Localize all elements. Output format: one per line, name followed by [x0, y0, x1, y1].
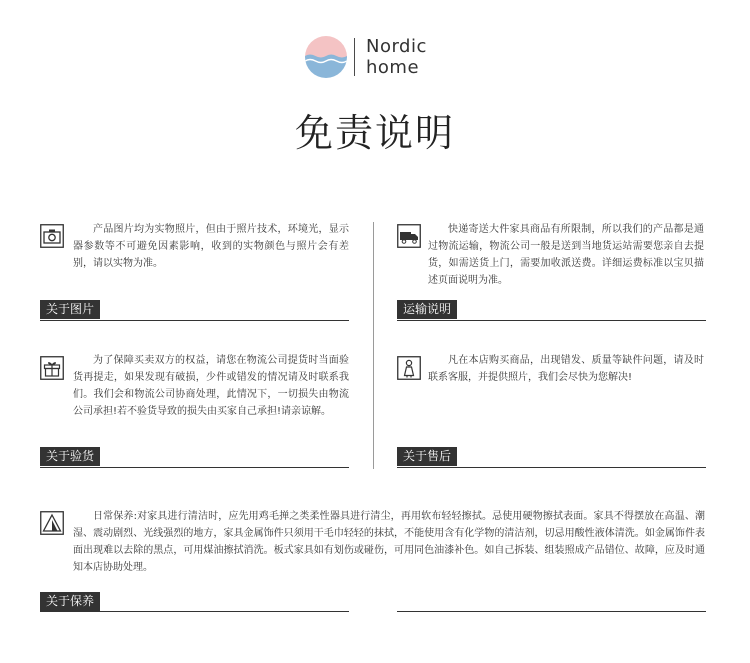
gift-box-icon: [40, 356, 64, 380]
aftersales-text: 凡在本店购买商品，出现错发、质量等缺件问题，请及时联系客服，并提供照片，我们会尽快为您解决!: [428, 355, 704, 383]
aftersales-underline: [397, 467, 706, 468]
column-divider: [373, 222, 374, 469]
inspection-text: 为了保障买卖双方的权益，请您在物流公司提货时当面验货再提走，如果发现有破损，少件或错发的情况请及时联系我们。我们会和物流公司协商处理，此情况下，一切损失由物流公司承担!若不验货导致的损失由买家自己承担!请亲谅解。: [73, 355, 349, 417]
shipping-underline: [397, 320, 706, 321]
brand-name: Nordic: [366, 36, 427, 57]
truck-icon: [397, 224, 421, 248]
logo-divider: [354, 38, 355, 76]
inspection-underline: [40, 467, 349, 468]
maintenance-text: 日常保养:对家具进行清洁时，应先用鸡毛掸之类柔性器具进行清尘，再用软布轻轻擦拭。忌使用硬物擦拭表面。家具不得摆放在高温、潮湿、震动剧烈、光线强烈的地方，家具金属饰件只须用干毛巾轻轻的抹拭，不能使用含有化学物的清洁剂，切忌用酸性液体清洗。如金属饰件表面出现难以去除的黑点，可用煤油擦拭消洗。板式家具如有划伤或碰伤，可用同色油漆补色。如自己拆装、组装照成产品错位、故障，应及时通知本店协助处理。: [73, 511, 705, 573]
brand-subname: home: [366, 57, 420, 78]
camera-icon: [40, 224, 64, 248]
warning-triangle-icon: [40, 511, 64, 535]
aftersales-label: 关于售后: [397, 447, 457, 466]
shipping-label: 运输说明: [397, 300, 457, 319]
page-title: 免责说明: [294, 111, 455, 155]
service-person-icon: [397, 356, 421, 380]
maintenance-label: 关于保养: [40, 592, 100, 611]
maintenance-underline: [40, 611, 349, 612]
shipping-text: 快递寄送大件家具商品有所限制，所以我们的产品都是通过物流运输，物流公司一般是送到当地货运站需要您亲自去提货，如需送货上门，需要加收派送费。详细运费标准以宝贝描述页面说明为准。: [428, 224, 704, 286]
photos-label: 关于图片: [40, 300, 100, 319]
photos-text: 产品图片均为实物照片，但由于照片技术，环境光，显示器参数等不可避免因素影响，收到的实物颜色与照片会有差别，请以实物为准。: [73, 224, 349, 269]
photos-underline: [40, 320, 349, 321]
maintenance-underline-right: [397, 611, 706, 612]
brand-logo: [305, 36, 347, 78]
inspection-label: 关于验货: [40, 447, 100, 466]
